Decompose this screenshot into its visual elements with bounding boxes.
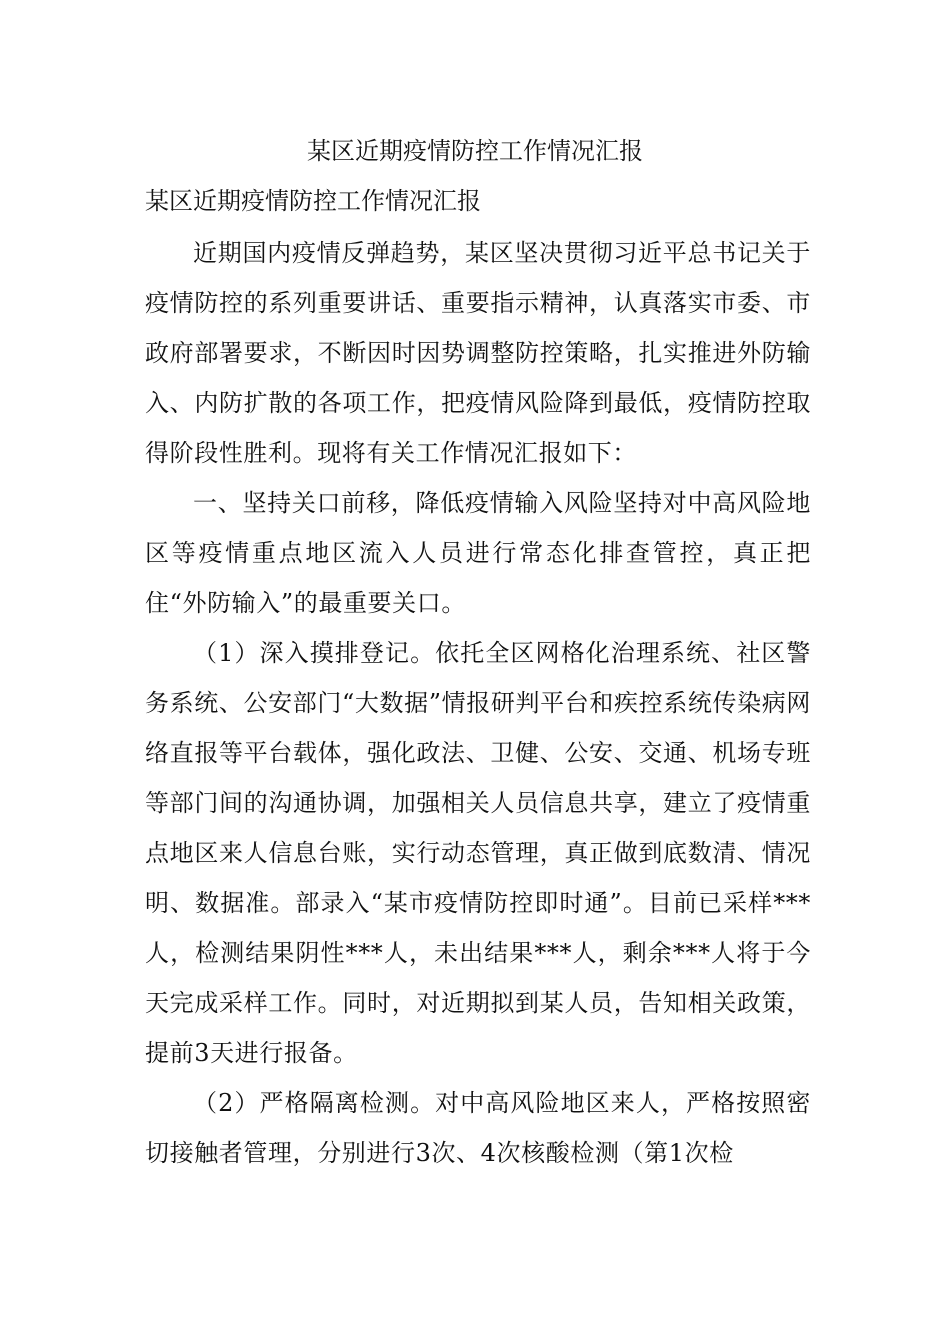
document-subtitle: 某区近期疫情防控工作情况汇报 (145, 187, 481, 215)
paragraph-item-one: （1）深入摸排登记。依托全区网格化治理系统、社区警务系统、公安部门“大数据”情报研判平台和疾控系统传染病网络直报等平台载体，强化政法、卫健、公安、交通、机场专班等部门间的沟通协调，加强相关人员信息共享，建立了疫情重点地区来人信息台账，实行动态管理，真正做到底数清、情况明、数据准。部录入“某市疫情防控即时通”。目前已采样***人，检测结果阴性***人，未出结果***人，剩余***人将于今天完成采样工作。同时，对近期拟到某人员，告知相关政策，提前3天进行报备。 (145, 639, 811, 1067)
paragraph-intro: 近期国内疫情反弹趋势，某区坚决贯彻习近平总书记关于疫情防控的系列重要讲话、重要指示精神，认真落实市委、市政府部署要求，不断因时因势调整防控策略，扎实推进外防输入、内防扩散的各项工作，把疫情风险降到最低，疫情防控取得阶段性胜利。现将有关工作情况汇报如下： (145, 239, 811, 467)
document-title: 某区近期疫情防控工作情况汇报 (307, 137, 643, 165)
paragraph-section-one: 一、坚持关口前移，降低疫情输入风险坚持对中高风险地区等疫情重点地区流入人员进行常态化排查管控，真正把住“外防输入”的最重要关口。 (145, 489, 811, 617)
document-body (145, 228, 811, 1178)
paragraph-item-two: （2）严格隔离检测。对中高风险地区来人，严格按照密切接触者管理，分别进行3次、4次核酸检测（第1次检 (145, 1089, 811, 1167)
